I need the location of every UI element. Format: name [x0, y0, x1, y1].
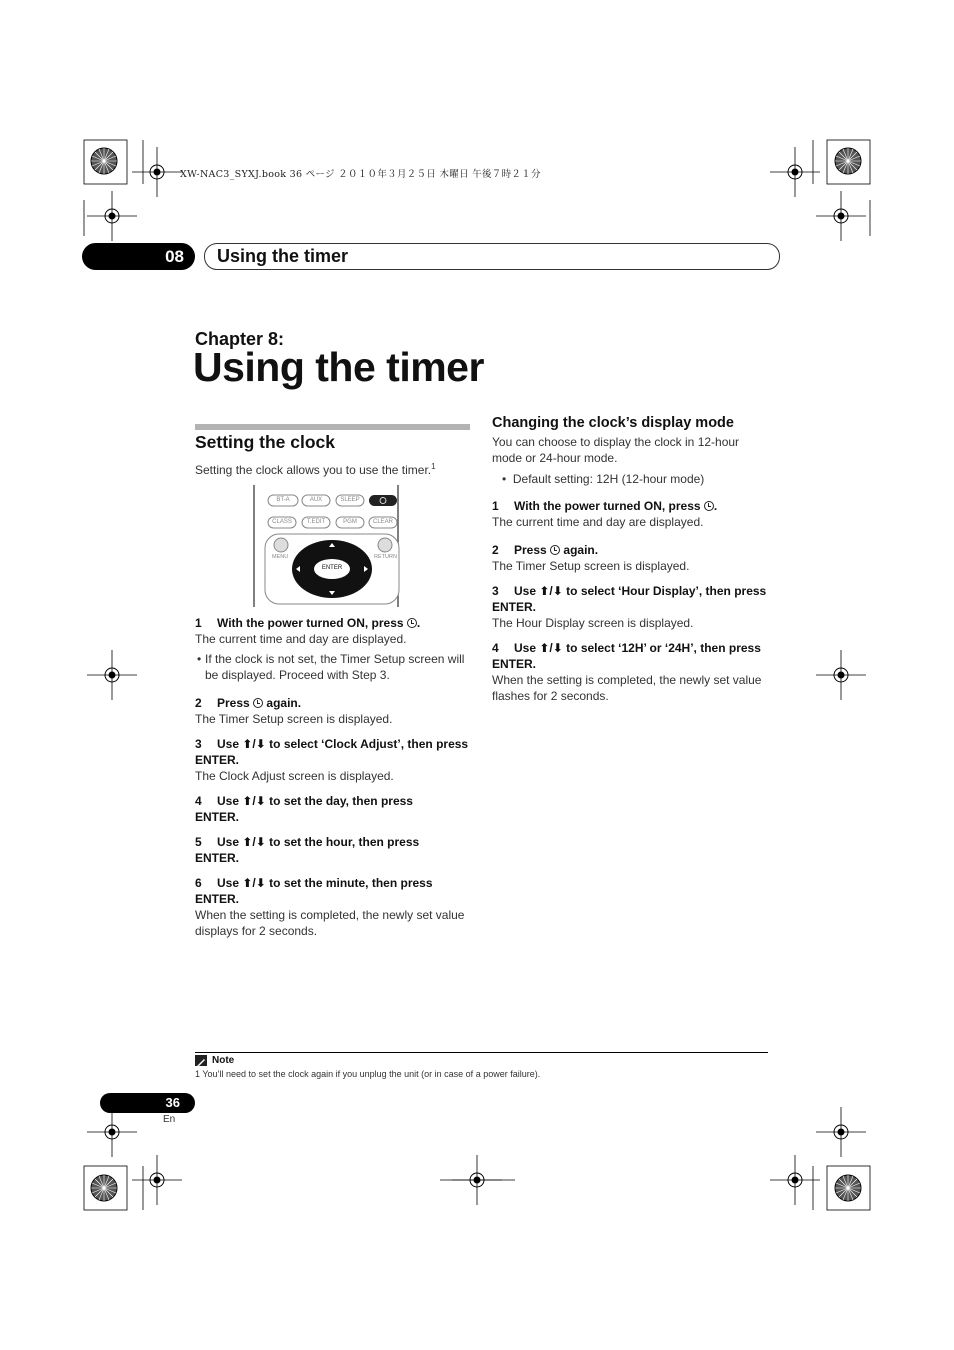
up-down-arrows-icon: ⬆/⬇	[242, 737, 266, 751]
remote-button-clear: CLEAR	[372, 519, 393, 525]
remote-button-pgm: PGM	[343, 519, 357, 525]
right-step-3: 3 Use ⬆/⬇ to select ‘Hour Display’, then press ENTER.	[492, 584, 767, 614]
section-rule	[195, 424, 470, 430]
footnote-text: 1 You’ll need to set the clock again if you unplug the unit (or in case of a power failure).	[195, 1069, 541, 1079]
left-step-4: 4 Use ⬆/⬇ to set the day, then press ENTER.	[195, 794, 413, 824]
left-step-6: 6 Use ⬆/⬇ to set the minute, then press ENTER.	[195, 876, 433, 906]
right-step-2-desc: The Timer Setup screen is displayed.	[492, 559, 690, 573]
note-label: Note	[212, 1055, 235, 1066]
remote-button-tedit: T.EDIT	[306, 519, 326, 525]
note-rule	[195, 1052, 768, 1053]
right-step-4-desc: When the setting is completed, the newly set value flashes for 2 seconds.	[492, 673, 762, 703]
remote-button-aux: AUX	[309, 497, 323, 503]
display-mode-intro: You can choose to display the clock in 12-hour mode or 24-hour mode.	[492, 435, 740, 465]
timer-icon	[704, 501, 714, 511]
left-step-6-desc: When the setting is completed, the newly set value displays for 2 seconds.	[195, 908, 465, 938]
left-step-5: 5 Use ⬆/⬇ to set the hour, then press ENTER.	[195, 835, 420, 865]
footnote-ref: 1	[431, 462, 436, 471]
right-step-1-desc: The current time and day are displayed.	[492, 515, 704, 529]
section-heading-setting-clock: Setting the clock	[195, 432, 336, 452]
print-header: XW-NAC3_SYXJ.book 36 ページ ２０１０年３月２５日 木曜日 午後７時２１分	[180, 169, 541, 180]
up-down-arrows-icon: ⬆/⬇	[539, 641, 563, 655]
right-step-3-desc: The Hour Display screen is displayed.	[492, 616, 694, 630]
remote-button-sleep: SLEEP	[340, 497, 360, 503]
page-number: 36	[100, 1093, 195, 1113]
chapter-title: Using the timer	[193, 344, 484, 390]
left-step-3: 3 Use ⬆/⬇ to select ‘Clock Adjust’, then press ENTER.	[195, 737, 469, 767]
chapter-label: Chapter 8:	[195, 329, 285, 349]
left-step-1-desc: The current time and day are displayed.	[195, 632, 407, 646]
right-step-4: 4 Use ⬆/⬇ to select ‘12H’ or ‘24H’, then press ENTER.	[492, 641, 761, 671]
remote-button-enter: ENTER	[321, 565, 343, 571]
up-down-arrows-icon: ⬆/⬇	[242, 835, 266, 849]
left-step-2-desc: The Timer Setup screen is displayed.	[195, 712, 393, 726]
remote-label-return: RETURN	[374, 554, 397, 560]
setting-clock-intro: Setting the clock allows you to use the timer.$^1$	[195, 462, 436, 477]
page-language: En	[163, 1114, 176, 1125]
remote-control-illustration	[252, 485, 400, 607]
right-step-1: 1 With the power turned ON, press .	[492, 499, 718, 513]
up-down-arrows-icon: ⬆/⬇	[242, 876, 266, 890]
display-mode-default-bullet: • Default setting: 12H (12-hour mode)	[502, 472, 705, 486]
note-icon	[195, 1055, 207, 1066]
remote-button-class: CLASS	[272, 519, 292, 525]
right-step-2: 2 Press again.	[492, 543, 599, 557]
timer-icon	[407, 618, 417, 628]
left-step-2: 2 Press again.	[195, 696, 302, 710]
left-step-1-bullet: • If the clock is not set, the Timer Setup screen will be displayed. Proceed with Step 3.	[197, 652, 465, 682]
timer-icon	[253, 698, 263, 708]
up-down-arrows-icon: ⬆/⬇	[539, 584, 563, 598]
remote-button-bt-a: BT-A	[276, 497, 290, 503]
timer-icon	[550, 545, 560, 555]
remote-label-menu: MENU	[272, 554, 289, 560]
up-down-arrows-icon: ⬆/⬇	[242, 794, 266, 808]
left-step-1: 1 With the power turned ON, press .	[195, 616, 421, 630]
chapter-number-badge: 08	[82, 243, 195, 270]
left-step-3-desc: The Clock Adjust screen is displayed.	[195, 769, 394, 783]
section-heading-display-mode: Changing the clock’s display mode	[492, 415, 734, 431]
header-title: Using the timer	[204, 243, 780, 270]
